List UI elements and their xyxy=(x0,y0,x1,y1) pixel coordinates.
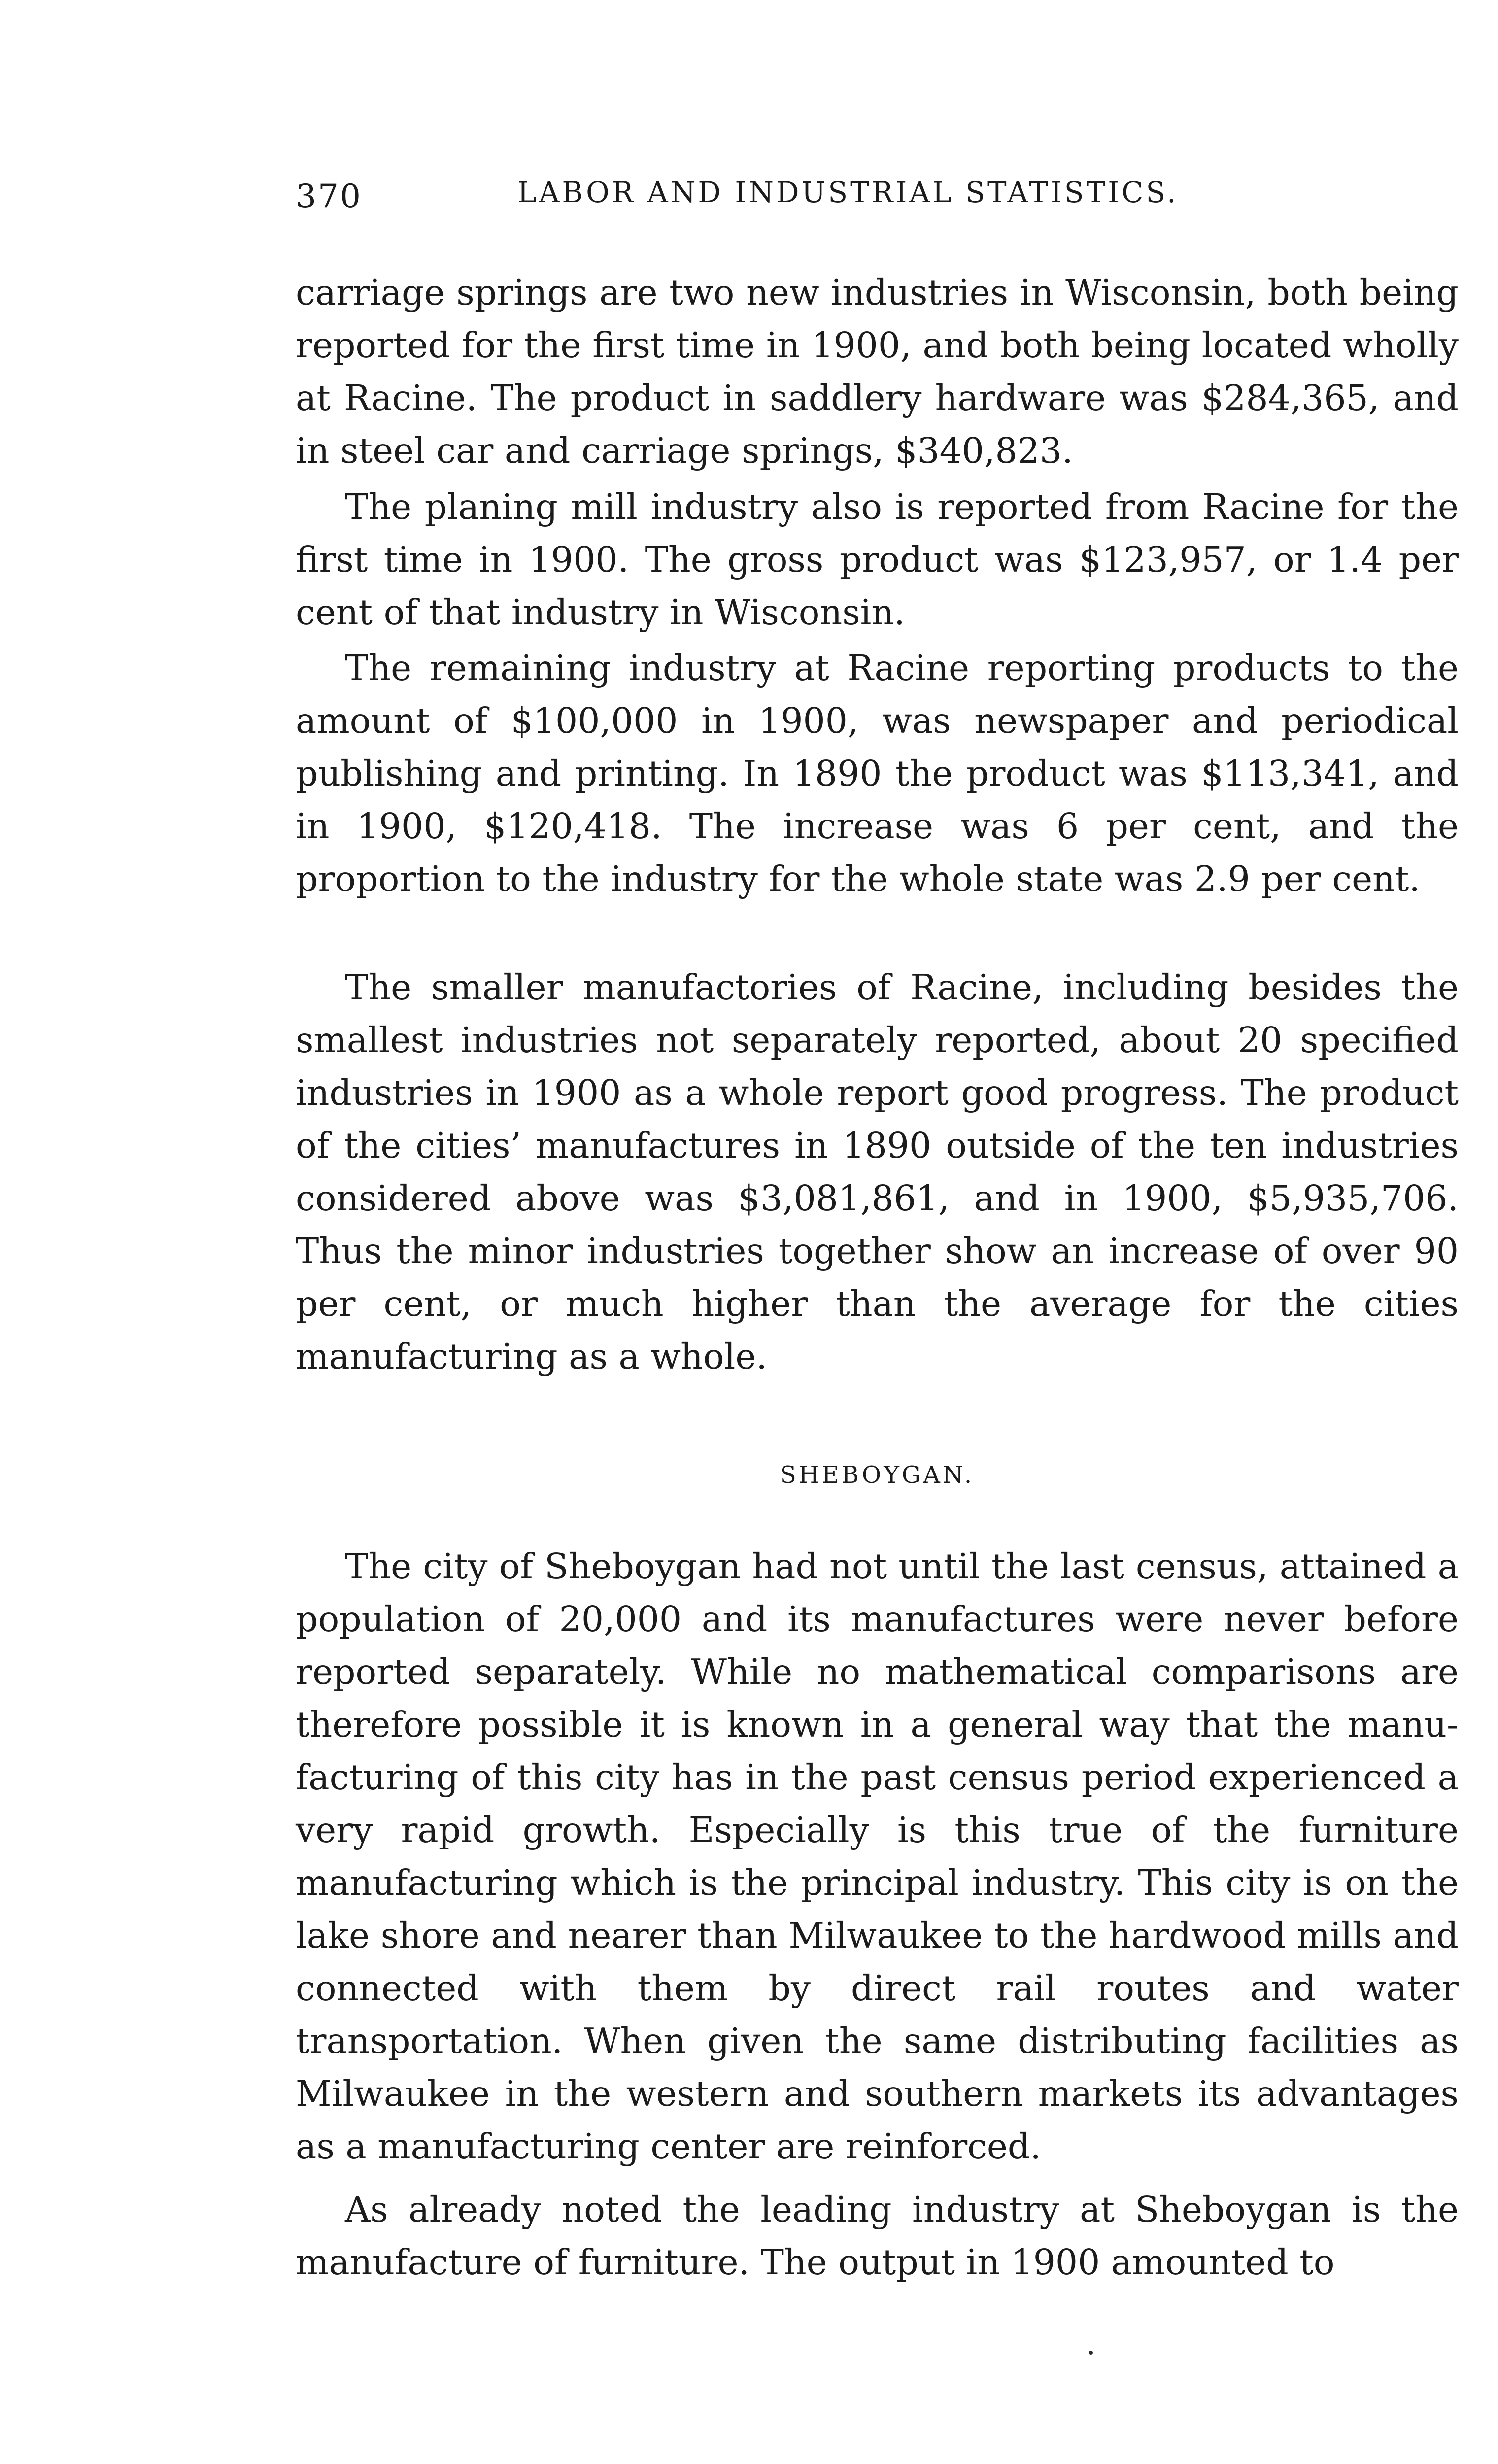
section-heading-sheboygan: SHEBOYGAN. xyxy=(780,1461,975,1489)
stray-ink-dot xyxy=(1089,2351,1093,2355)
paragraph-sheboygan-furniture: As already noted the leading industry at Sheboygan is the manufacture of furniture. The output in 1900 amounted to xyxy=(296,2189,1459,2283)
paragraph-planing-mill: The planing mill industry also is reported from Racine for the first time in 1900. The gross product was $123,957, or 1.4 per cent of that industry in Wisconsin. xyxy=(296,486,1459,633)
page-number: 370 xyxy=(296,177,362,215)
running-title: LABOR AND INDUSTRIAL STATISTICS. xyxy=(517,175,1179,209)
paragraph-smaller-manufactories: The smaller manufactories of Racine, including besides the smallest industries not separately reported, about 20 specified industries in 1900 as a whole report good progress. The product of the cities’ manufactures in 1890 outside of the ten industries considered above was $3,081,861, and in 1900, $5,935,706. Thus the minor industries together show an increase of over 90 per cent, or much higher than the average for the cities manufacturing as a whole. xyxy=(296,967,1459,1377)
paragraph-newspaper-printing: The remaining industry at Racine reporting products to the amount of $100,000 in 1900, was newspaper and periodical publishing and printing. In 1890 the product was $113,341, and in 1900, $120,418. The increase was 6 per cent, and the proportion to the industry for the whole state was 2.9 per cent. xyxy=(296,648,1459,899)
paragraph-sheboygan-growth: The city of Sheboygan had not until the last census, attained a population of 20,000 and its manufactures were never before reported separately. While no mathematical comparisons are therefore possible it is known in a general way that the manufacturing of this city has in the past census period experienced a very rapid growth. Especially is this true of the furniture manufacturing which is the principal industry. This city is on the lake shore and nearer than Milwaukee to the hardwood mills and connected with them by direct rail routes and water transportation. When given the same distributing facilities as Milwaukee in the western and southern markets its advantages as a manufacturing center are reinforced. xyxy=(296,1546,1459,2167)
running-header xyxy=(296,163,1468,217)
paragraph-saddlery-springs: carriage springs are two new industries in Wisconsin, both being reported for the first time in 1900, and both being located wholly at Racine. The product in saddlery hardware was $284,365, and in steel car and carriage springs, $340,823. xyxy=(296,272,1459,471)
